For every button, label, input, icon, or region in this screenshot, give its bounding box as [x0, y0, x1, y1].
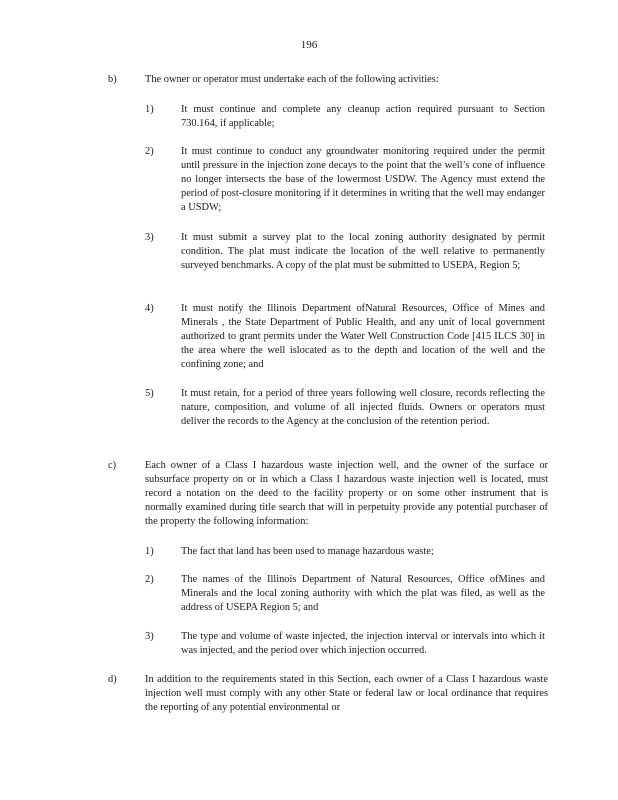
section-c-item-2 — [145, 573, 545, 615]
page-number: 196 — [300, 39, 318, 51]
section-b-item-4 — [145, 302, 545, 372]
section-b-item-1 — [145, 103, 545, 131]
section-d-text: In addition to the requirements stated in this Section, each owner of a Class I hazardous waste injection well must comply with any other State or federal law or local ordinance that requires the reporting of any potential environmental or — [145, 674, 548, 713]
section-b-text: The owner or operator must undertake each of the following activities: — [145, 74, 439, 85]
section-b-item-2-text: It must continue to conduct any groundwater monitoring required under the permit until pressure in the injection zone decays to the point that the well’s cone of influence no longer intersects the base of the lowermost USDW. The Agency must extend the period of post-closure monitoring if it determines in writing that the well may endanger a USDW; — [181, 146, 545, 213]
section-c-text: Each owner of a Class I hazardous waste injection well, and the owner of the surface or subsurface property on or in which a Class I hazardous waste injection well is located, must record a notation on the deed to the facility property or on some other instrument that is normally examined during title search that will in perpetuity provide any potential purchaser of the property the following information: — [145, 460, 548, 527]
section-b-label: b) — [108, 74, 117, 85]
section-c-item-2-label: 2) — [145, 574, 154, 585]
section-b-item-3 — [145, 231, 545, 273]
section-b-item-3-label: 3) — [145, 232, 154, 243]
section-b-item-2 — [145, 145, 545, 215]
section-b-item-4-label: 4) — [145, 303, 154, 314]
section-b-item-3-text: It must submit a survey plat to the local zoning authority designated by permit condition. The plat must indicate the location of the well relative to permanently surveyed benchmarks. A copy of the plat must be submitted to USEPA, Region 5; — [181, 232, 545, 271]
section-c-item-3-label: 3) — [145, 631, 154, 642]
section-d-label: d) — [108, 674, 117, 685]
section-b-item-1-text: It must continue and complete any cleanup action required pursuant to Section 730.164, if applicable; — [181, 104, 545, 129]
section-c-item-3 — [145, 630, 545, 658]
section-b-item-5 — [145, 387, 545, 429]
section-c-item-1 — [145, 545, 545, 559]
section-d — [108, 673, 548, 715]
section-c-item-3-text: The type and volume of waste injected, the injection interval or intervals into which it was injected, and the period over which injection occurred. — [181, 631, 545, 656]
section-c-item-1-label: 1) — [145, 546, 154, 557]
section-c-label: c) — [108, 460, 117, 471]
section-b-item-4-text: It must notify the Illinois Department ofNatural Resources, Office of Mines and Minerals , the State Department of Public Health, and any unit of local government authorized to grant permits under the Water Well Construction Code [415 ILCS 30] in the area where the well islocated as to the depth and location of the well and the confining zone; and — [181, 303, 545, 370]
section-b-item-1-label: 1) — [145, 104, 154, 115]
section-b-item-5-label: 5) — [145, 388, 154, 399]
section-b — [108, 73, 548, 87]
section-c — [108, 459, 548, 529]
section-b-item-2-label: 2) — [145, 146, 154, 157]
section-c-item-2-text: The names of the Illinois Department of Natural Resources, Office ofMines and Minerals and the local zoning authority with which the plat was filed, as well as the address of USEPA Region 5; and — [181, 574, 545, 613]
section-b-item-5-text: It must retain, for a period of three years following well closure, records reflecting the nature, composition, and volume of all injected fluids. Owners or operators must deliver the records to the Agency at the conclusion of the retention period. — [181, 388, 545, 427]
section-c-item-1-text: The fact that land has been used to manage hazardous waste; — [181, 546, 434, 557]
